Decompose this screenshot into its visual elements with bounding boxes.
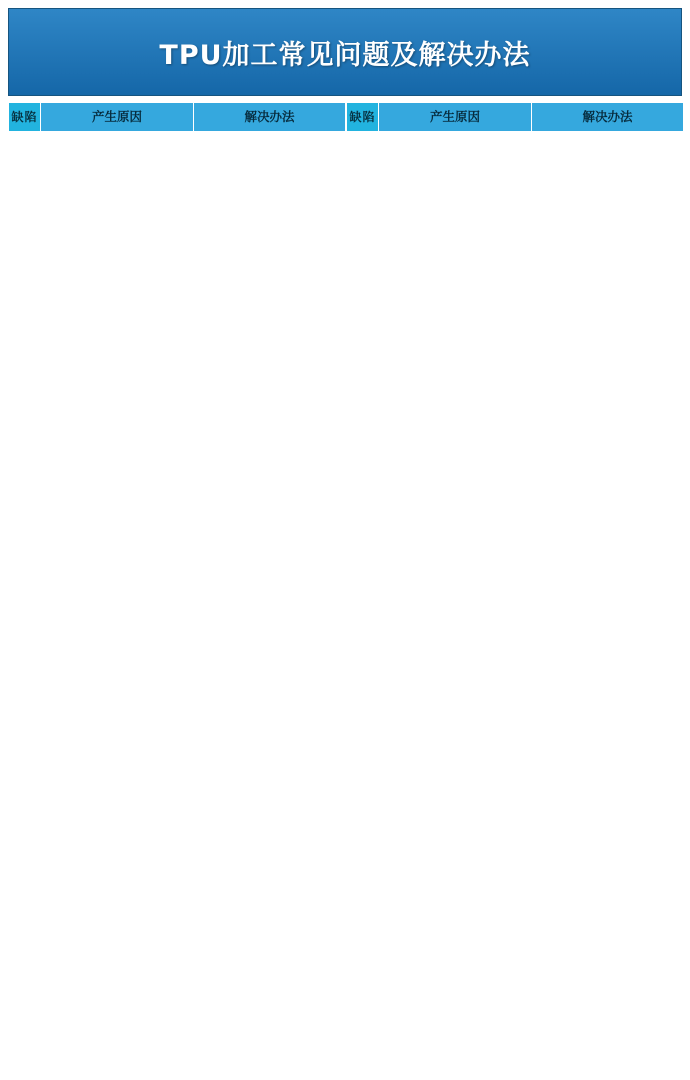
left-problem-table <box>8 102 346 132</box>
right-problem-table <box>346 102 684 132</box>
table-header-row <box>347 103 684 132</box>
header-fix: 解决办法 <box>194 103 346 132</box>
poster-page <box>0 8 690 1080</box>
header-defect: 缺陷 <box>347 103 379 132</box>
tables-container <box>0 102 690 140</box>
header-defect: 缺陷 <box>9 103 41 132</box>
table-header-row <box>9 103 346 132</box>
page-title-bar <box>8 8 682 96</box>
header-cause: 产生原因 <box>41 103 194 132</box>
page-title: TPU加工常见问题及解决办法 <box>159 39 531 71</box>
header-fix: 解决办法 <box>532 103 684 132</box>
header-cause: 产生原因 <box>379 103 532 132</box>
